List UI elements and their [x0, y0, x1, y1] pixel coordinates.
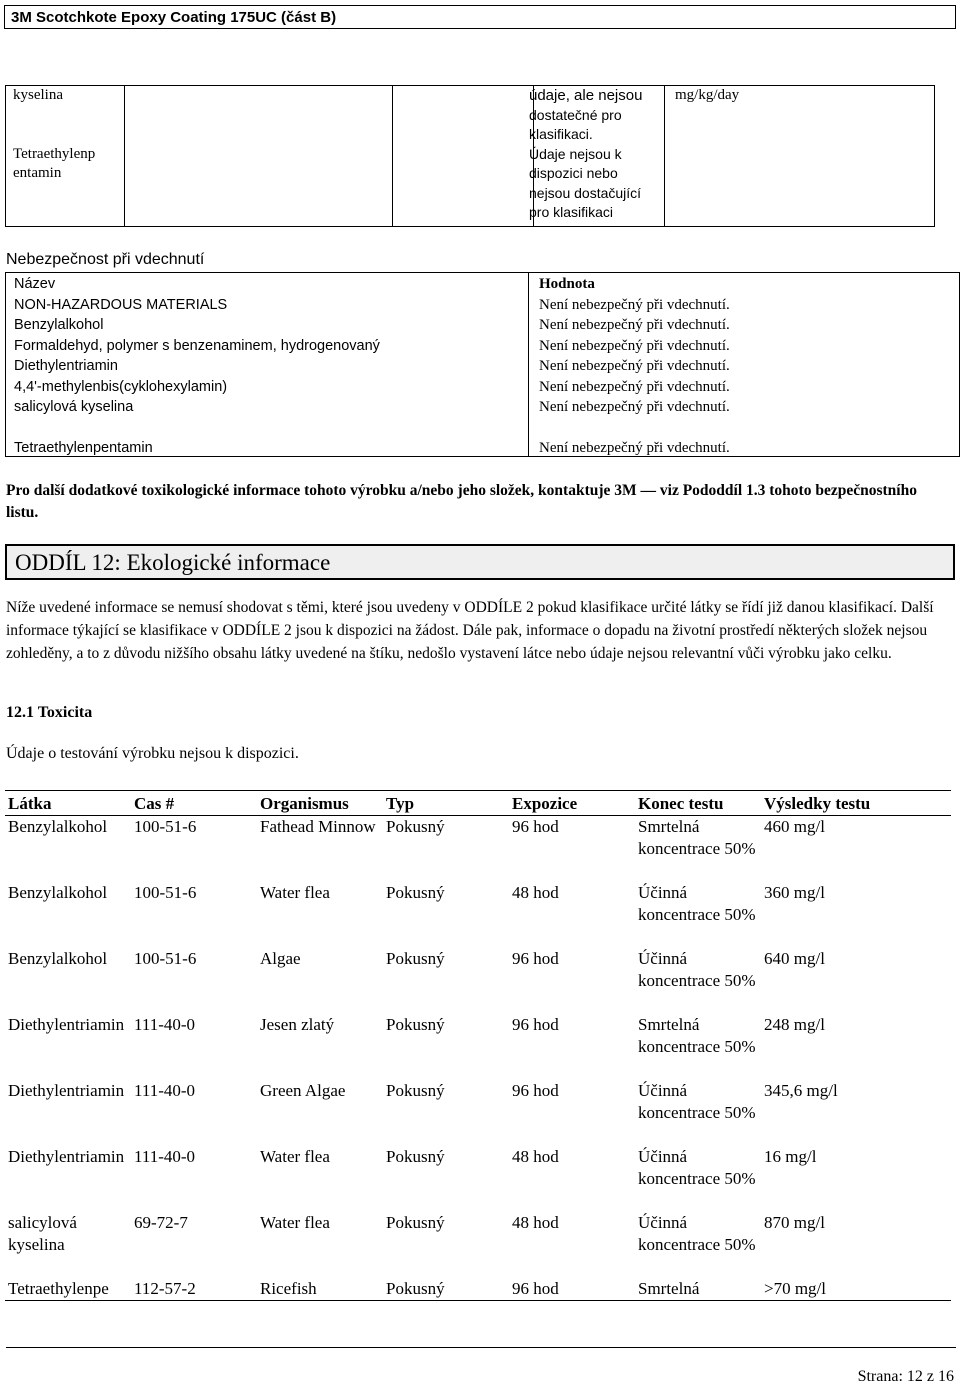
- table-cell: Water flea: [260, 1147, 330, 1166]
- list-item: Formaldehyd, polymer s benzenaminem, hydrogenovaný: [14, 337, 380, 354]
- table-cell: Green Algae: [260, 1081, 346, 1100]
- table-cell: Diethylentriamin: [8, 1147, 125, 1166]
- table-cell: 100-51-6: [134, 883, 197, 902]
- document-title: 3M Scotchkote Epoxy Coating 175UC (část B): [11, 9, 337, 26]
- column-header: Expozice: [509, 791, 635, 816]
- list-item: salicylová kyselina: [14, 399, 134, 415]
- column-header-value: Hodnota: [539, 276, 595, 292]
- note-line: pro klasifikaci: [529, 204, 614, 220]
- table-cell: Benzylalkohol: [8, 883, 108, 902]
- table-row: [5, 816, 951, 883]
- empty-cell: [125, 86, 393, 227]
- table-cell: Jesen zlatý: [260, 1015, 335, 1034]
- table-cell: Diethylentriamin: [8, 1081, 125, 1100]
- table-cell: Účinná koncentrace 50%: [638, 1213, 756, 1254]
- table-row: [5, 1014, 951, 1080]
- table-cell: 111-40-0: [134, 1081, 196, 1100]
- table-cell: 360 mg/l: [764, 883, 825, 902]
- table-cell: 48 hod: [512, 883, 559, 902]
- table-row: [5, 948, 951, 1014]
- note-line: klasifikaci.: [529, 126, 593, 142]
- table-cell: Účinná koncentrace 50%: [638, 883, 756, 924]
- table-cell: 96 hod: [512, 1081, 559, 1100]
- table-cell: 870 mg/l: [764, 1213, 825, 1232]
- note-line: údaje, ale nejsou: [529, 87, 643, 104]
- table-cell: Pokusný: [386, 1081, 445, 1100]
- table-cell: 460 mg/l: [764, 817, 825, 836]
- note-cell: [529, 86, 665, 227]
- test-data-note: Údaje o testování výrobku nejsou k dispozici.: [6, 745, 299, 762]
- table-cell: 96 hod: [512, 1015, 559, 1034]
- table-divider: [528, 272, 529, 457]
- table-cell: Účinná koncentrace 50%: [638, 1081, 756, 1122]
- table-cell: Algae: [260, 949, 301, 968]
- table-cell: Smrtelná koncentrace 50%: [638, 817, 756, 858]
- inhalation-title: Nebezpečnost při vdechnutí: [6, 251, 205, 268]
- column-header: Výsledky testu: [761, 791, 951, 816]
- note-line: dostatečné pro: [529, 106, 622, 123]
- table-cell: 111-40-0: [134, 1015, 196, 1034]
- list-item: Diethylentriamin: [14, 358, 118, 374]
- footer-divider: [6, 1347, 956, 1348]
- table-cell: Pokusný: [386, 1213, 445, 1232]
- table-cell: 640 mg/l: [764, 949, 825, 968]
- table-cell: >70 mg/l: [761, 1278, 951, 1301]
- table-cell: Tetraethylenpe: [5, 1278, 131, 1301]
- table-cell: Pokusný: [386, 1015, 445, 1034]
- list-item: NON-HAZARDOUS MATERIALS: [14, 296, 228, 313]
- column-header-name: Název: [14, 276, 56, 292]
- column-header: Konec testu: [635, 791, 761, 816]
- table-cell: Ricefish: [257, 1278, 383, 1301]
- table-cell: 96 hod: [509, 1278, 635, 1301]
- table-cell: 100-51-6: [134, 949, 197, 968]
- inhalation-values: [539, 274, 939, 458]
- table-cell: Účinná koncentrace 50%: [638, 1147, 756, 1188]
- table-cell: Pokusný: [383, 1278, 509, 1301]
- table-row: [5, 1212, 951, 1278]
- table-cell: Water flea: [260, 883, 330, 902]
- table-cell: 96 hod: [512, 949, 559, 968]
- table-cell: Účinná koncentrace 50%: [638, 949, 756, 990]
- subsection-title: 12.1 Toxicita: [6, 704, 93, 721]
- table-cell: 69-72-7: [134, 1213, 188, 1232]
- list-item: Tetraethylenpentamin: [14, 439, 153, 456]
- column-header: Typ: [383, 791, 509, 816]
- table-cell: salicylová kyselina: [8, 1213, 77, 1254]
- table-cell: 112-57-2: [131, 1278, 257, 1301]
- unit-value: mg/kg/day: [675, 87, 740, 103]
- list-item-value: Není nebezpečný při vdechnutí.: [539, 358, 730, 374]
- list-item-value: Není nebezpečný při vdechnutí.: [539, 296, 730, 313]
- section-intro: Níže uvedené informace se nemusí shodovat s těmi, které jsou uvedeny v ODDÍLE 2 pokud klasifikace určité látky se řídí již danou klasifikací. Další informace týkající se klasifikace v ODDÍLE 2 jsou k dispozici na žádost. Dále pak, informace o dopadu na životní prostředí některých složek nejsou zohleděny, a to z důvodu nižšího obsahu látky uvedené na štíku, nedošlo vystavení látce nebo údaje nejsou relevantní vůči výrobku jako celku.: [6, 599, 934, 662]
- table-row: [6, 86, 935, 227]
- document-header: [4, 5, 956, 29]
- table-cell: 100-51-6: [134, 817, 197, 836]
- list-item-value: Není nebezpečný při vdechnutí.: [539, 337, 730, 354]
- table-header-row: [5, 791, 951, 816]
- section-heading: [5, 544, 955, 580]
- note-line: nejsou dostačující: [529, 184, 642, 201]
- note-line: dispozici nebo: [529, 165, 618, 181]
- table-cell: 96 hod: [512, 817, 559, 836]
- inhalation-names: [14, 274, 524, 458]
- column-header: Cas #: [131, 791, 257, 816]
- table-cell: Smrtelná koncentrace 50%: [638, 1015, 756, 1056]
- table-cell: Pokusný: [386, 949, 445, 968]
- table-row: [5, 882, 951, 948]
- table-cell: 111-40-0: [134, 1147, 196, 1166]
- ecotoxicity-table: [5, 790, 951, 1301]
- table-cell: 16 mg/l: [764, 1147, 817, 1166]
- value-cell: [665, 86, 935, 227]
- list-item: 4,4'-methylenbis(cyklohexylamin): [14, 378, 228, 395]
- section-title: ODDÍL 12: Ekologické informace: [15, 550, 331, 575]
- table-cell: 48 hod: [512, 1213, 559, 1232]
- toxicology-contact-note: Pro další dodatkové toxikologické informace tohoto výrobku a/nebo jeho složek, kontaktuje 3M — viz Pododdíl 1.3 tohoto bezpečnostního listu.: [6, 482, 917, 521]
- page-number: Strana: 12 z 16: [857, 1368, 954, 1385]
- table-cell: Benzylalkohol: [8, 949, 108, 968]
- substance-name: entamin: [13, 165, 62, 181]
- table-cell: 345,6 mg/l: [764, 1081, 838, 1100]
- table-row: [5, 1146, 951, 1212]
- table-cell: Pokusný: [386, 817, 445, 836]
- list-item: Benzylalkohol: [14, 317, 104, 333]
- column-header: Organismus: [257, 791, 383, 816]
- toxicity-continuation-table: [5, 85, 935, 227]
- substance-name: Tetraethylenp: [13, 145, 96, 162]
- table-cell: Pokusný: [386, 1147, 445, 1166]
- substance-name: kyselina: [13, 87, 63, 103]
- table-cell: Diethylentriamin: [8, 1015, 125, 1034]
- note-line: Údaje nejsou k: [529, 145, 622, 162]
- table-cell: Water flea: [260, 1213, 330, 1232]
- table-row: [5, 1080, 951, 1146]
- table-cell: Smrtelná: [635, 1278, 761, 1301]
- table-row: [5, 1278, 951, 1301]
- table-cell: Benzylalkohol: [8, 817, 108, 836]
- column-header: Látka: [5, 791, 131, 816]
- empty-cell: [393, 86, 534, 227]
- table-cell: 248 mg/l: [764, 1015, 825, 1034]
- list-item-value: Není nebezpečný při vdechnutí.: [539, 399, 730, 415]
- list-item-value: Není nebezpečný při vdechnutí.: [539, 378, 730, 395]
- list-item-value: Není nebezpečný při vdechnutí.: [539, 439, 730, 456]
- substance-cell: [6, 86, 125, 227]
- table-cell: 48 hod: [512, 1147, 559, 1166]
- table-cell: Pokusný: [386, 883, 445, 902]
- list-item-value: Není nebezpečný při vdechnutí.: [539, 317, 730, 333]
- table-cell: Fathead Minnow: [260, 817, 376, 836]
